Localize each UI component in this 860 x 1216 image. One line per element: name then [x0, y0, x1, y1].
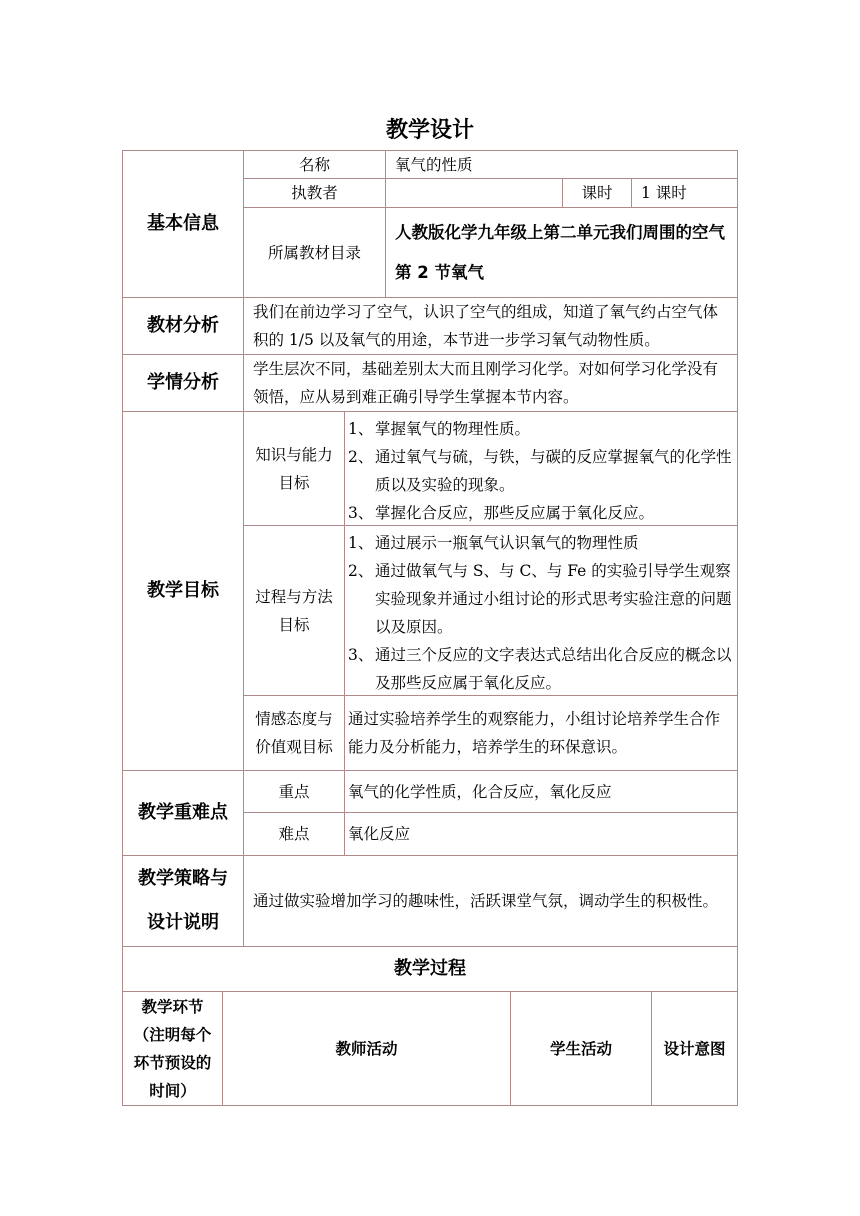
list-item: 3、 通过三个反应的文字表达式总结出化合反应的概念以及那些反应属于氧化反应。: [348, 646, 732, 692]
student-analysis-label: 学情分析: [122, 354, 244, 412]
process-col-stage: 教学环节（注明每个环节预设的时间）: [122, 991, 223, 1106]
process-col-student: 学生活动: [510, 991, 652, 1106]
page-title: 教学设计: [385, 118, 474, 143]
name-value: 氧气的性质: [385, 150, 738, 179]
material-analysis-text: 我们在前边学习了空气，认识了空气的组成，知道了氧气约占空气体积的 1/5 以及氧气的用途，本节进一步学习氧气动物性质。: [243, 297, 738, 355]
list-item: 3、 掌握化合反应，那些反应属于氧化反应。: [348, 504, 655, 522]
difficulty-value: 氧化反应: [344, 812, 738, 856]
strategy-text: 通过做实验增加学习的趣味性，活跃课堂气氛，调动学生的积极性。: [243, 855, 738, 947]
list-item: 1、 掌握氧气的物理性质。: [348, 420, 531, 438]
attitude-objective-label: 情感态度与价值观目标: [243, 695, 345, 771]
strategy-label: 教学策略与设计说明: [122, 855, 244, 947]
process-objective-list: [344, 525, 738, 696]
period-value: 1 课时: [631, 178, 738, 208]
process-table-title: 教学过程: [122, 946, 738, 992]
attitude-objective-text: 通过实验培养学生的观察能力，小组讨论培养学生合作能力及分析能力，培养学生的环保意识。: [344, 695, 738, 771]
catalog-value: 人教版化学九年级上第二单元我们周围的空气第 2 节氧气: [385, 207, 738, 298]
focus-label: 重点: [243, 770, 345, 813]
process-objective-label: 过程与方法目标: [243, 525, 345, 696]
name-label: 名称: [243, 150, 386, 179]
focus-value: 氧气的化学性质，化合反应，氧化反应: [344, 770, 738, 813]
list-item: 1、 通过展示一瓶氧气认识氧气的物理性质: [348, 534, 639, 552]
process-col-intent: 设计意图: [651, 991, 738, 1106]
teacher-label: 执教者: [243, 178, 386, 208]
basic-info-label: 基本信息: [122, 150, 244, 298]
knowledge-objective-list: [344, 411, 738, 526]
period-label: 课时: [562, 178, 632, 208]
catalog-label: 所属教材目录: [243, 207, 386, 298]
objectives-label: 教学目标: [122, 411, 244, 771]
list-item: 2、 通过氧气与硫，与铁，与碳的反应掌握氧气的化学性质以及实验的现象。: [348, 448, 732, 494]
key-points-label: 教学重难点: [122, 770, 244, 856]
student-analysis-text: 学生层次不同，基础差别太大而且刚学习化学。对如何学习化学没有领悟，应从易到难正确引导学生掌握本节内容。: [243, 354, 738, 412]
difficulty-label: 难点: [243, 812, 345, 856]
process-col-teacher: 教师活动: [222, 991, 511, 1106]
list-item: 2、 通过做氧气与 S、与 C、与 Fe 的实验引导学生观察实验现象并通过小组讨论的形式思考实验注意的问题以及原因。: [348, 562, 732, 636]
knowledge-objective-label: 知识与能力目标: [243, 411, 345, 526]
teacher-value: [385, 178, 563, 208]
material-analysis-label: 教材分析: [122, 297, 244, 355]
